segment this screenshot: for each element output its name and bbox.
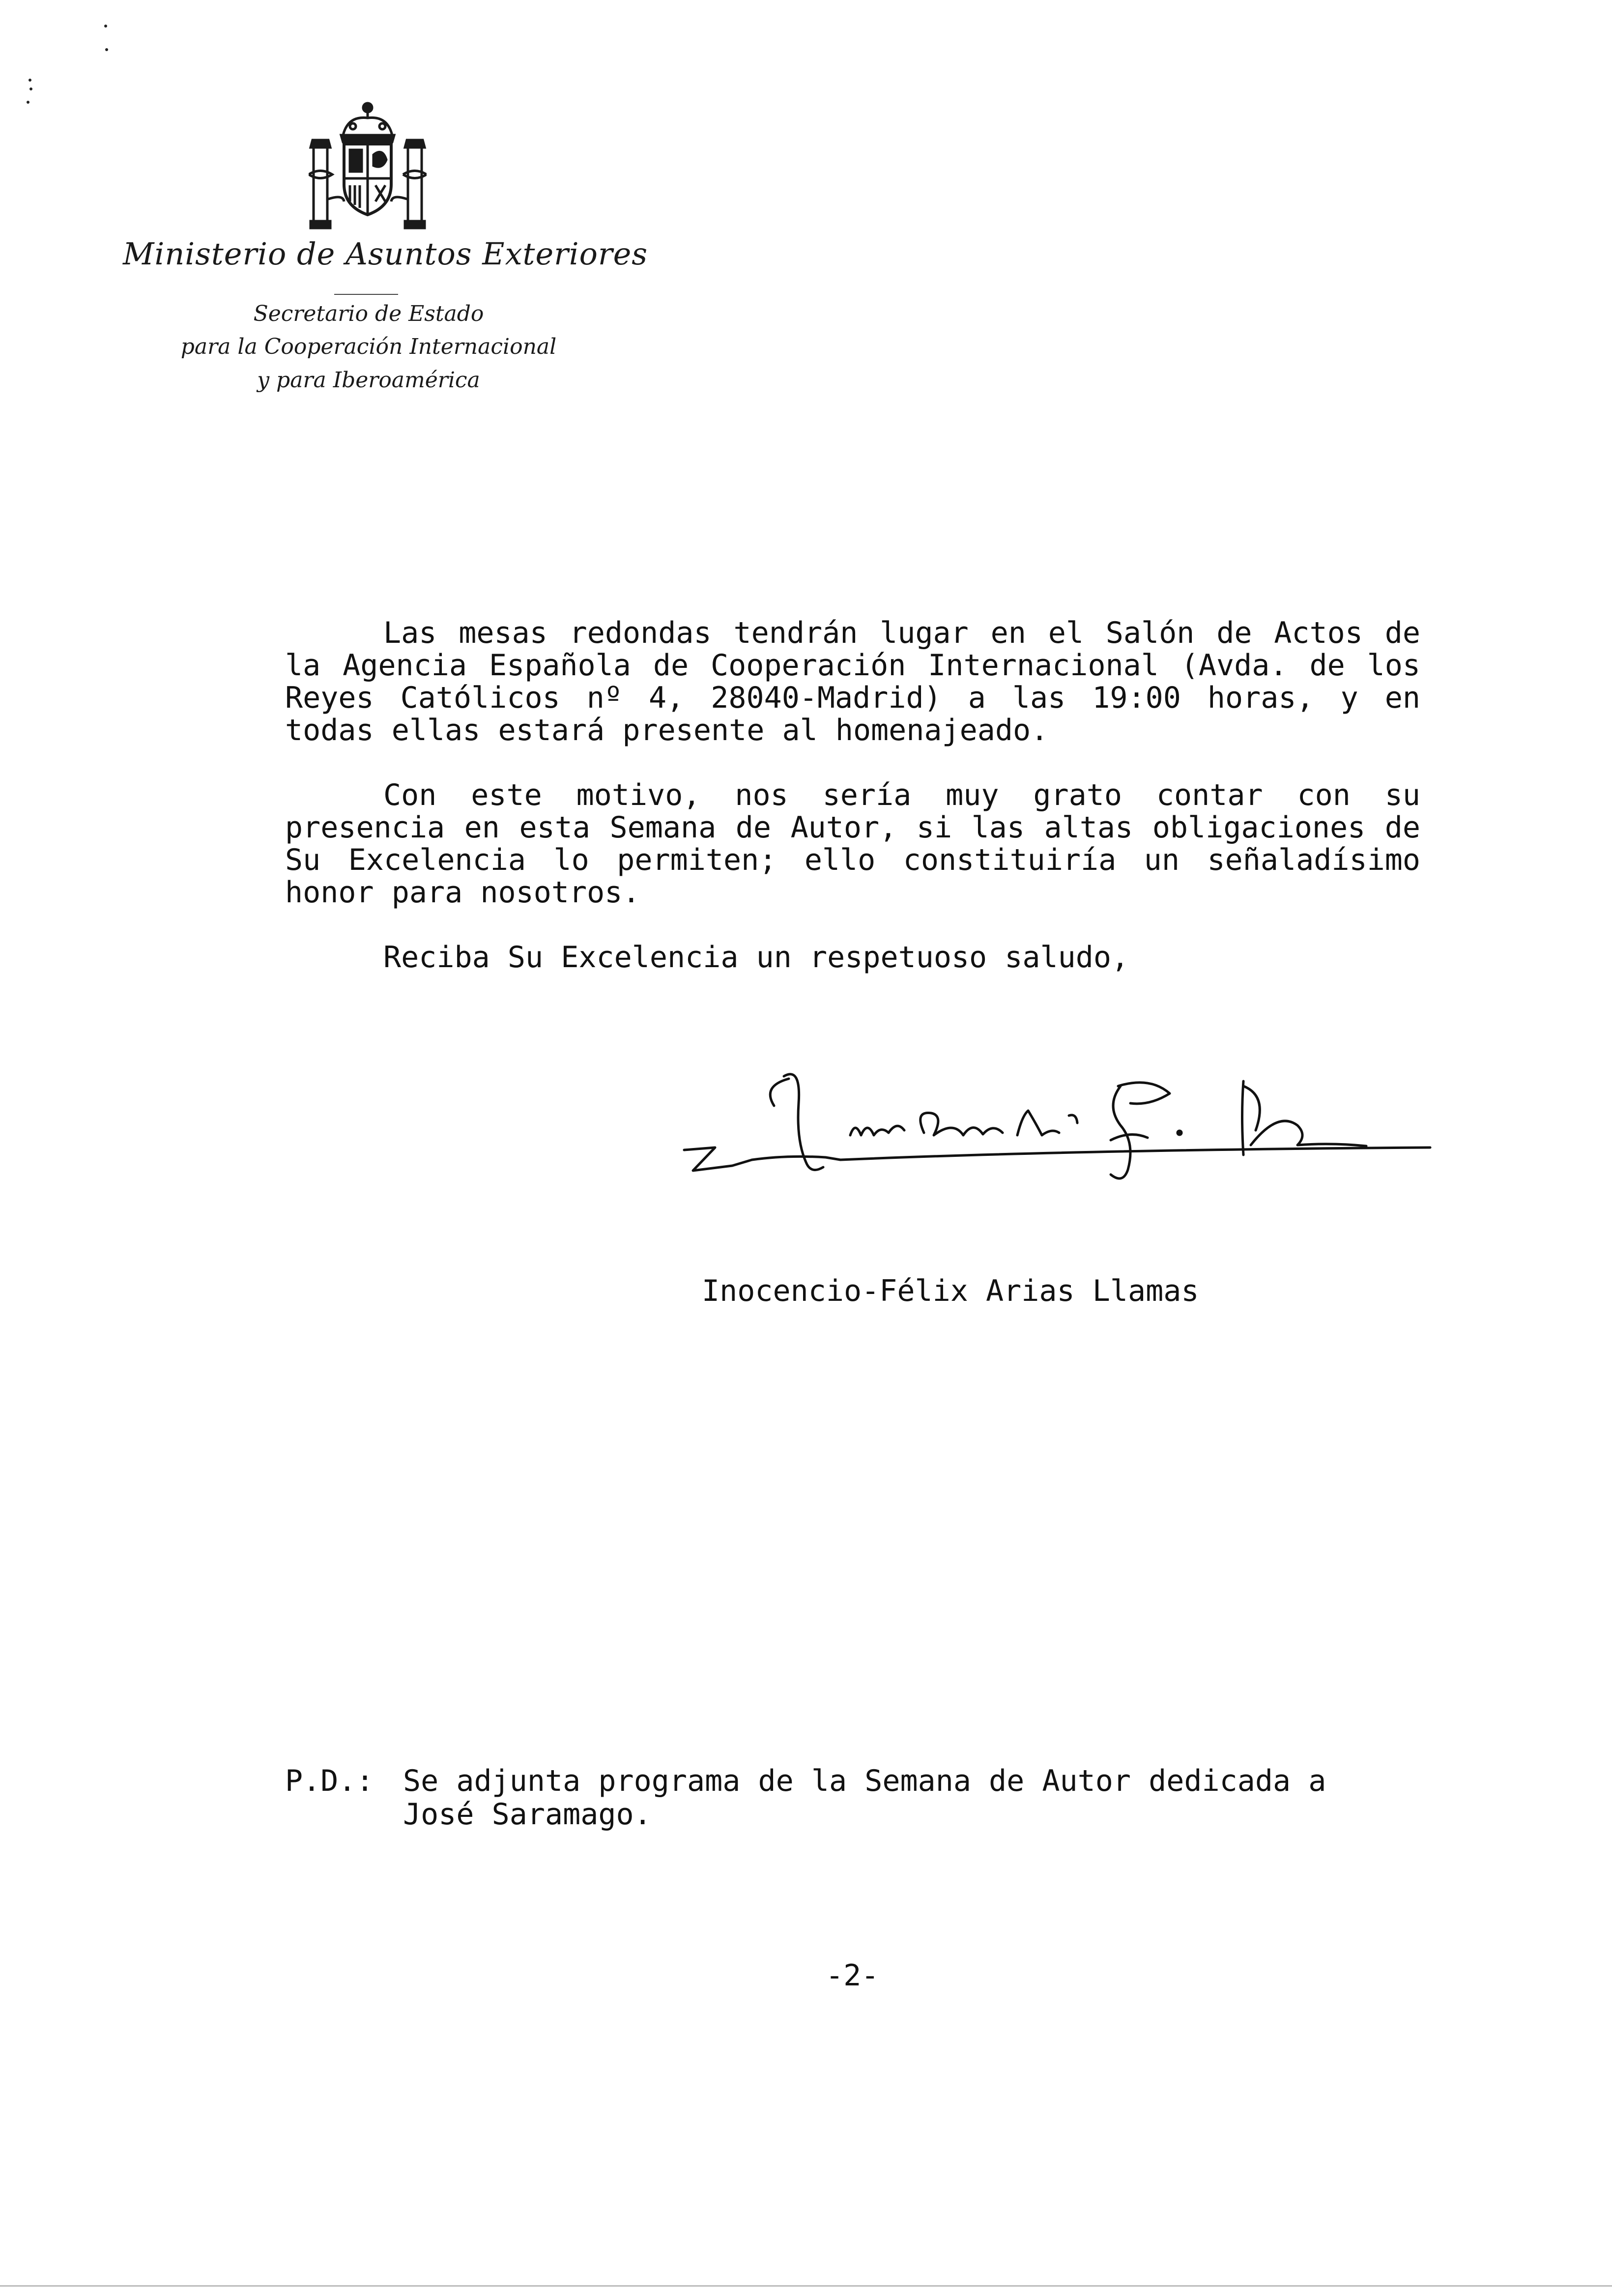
scan-mark	[29, 79, 31, 82]
page-number: -2-	[826, 1958, 879, 1993]
scan-mark	[29, 87, 32, 90]
signer-name: Inocencio-Félix Arias Llamas	[702, 1274, 1199, 1308]
coat-of-arms-icon	[309, 101, 427, 233]
postscript-text: Se adjunta programa de la Semana de Autor dedicada a José Saramago.	[403, 1764, 1326, 1832]
scan-mark	[27, 101, 29, 104]
handwritten-signature	[678, 1057, 1435, 1189]
letterhead-divider	[334, 294, 398, 295]
postscript-label: P.D.:	[285, 1764, 374, 1798]
secretariat-line: para la Cooperación Internacional	[180, 334, 557, 359]
body-paragraph: Las mesas redondas tendrán lugar en el Salón de Actos de la Agencia Española de Cooperación Internacional (Avda. de los Reyes Católicos nº 4, 28040-Madrid) a las 19:00 horas, y en todas ellas estará presente al homenajeado.	[285, 616, 1420, 747]
scan-edge-line	[0, 2285, 1612, 2287]
secretariat-line: Secretario de Estado	[253, 301, 484, 326]
closing-salutation: Reciba Su Excelencia un respetuoso saludo,	[383, 940, 1129, 975]
scan-mark	[105, 48, 108, 51]
body-paragraph: Con este motivo, nos sería muy grato contar con su presencia en esta Semana de Autor, si las altas obligaciones de Su Excelencia lo permiten; ello constituiría un señaladísimo honor para nosotros.	[285, 778, 1420, 910]
letter-body	[285, 617, 1420, 1006]
scan-mark	[104, 25, 107, 28]
secretariat-line: y para Iberoamérica	[257, 368, 480, 393]
ministry-name: Ministerio de Asuntos Exteriores	[123, 236, 648, 272]
